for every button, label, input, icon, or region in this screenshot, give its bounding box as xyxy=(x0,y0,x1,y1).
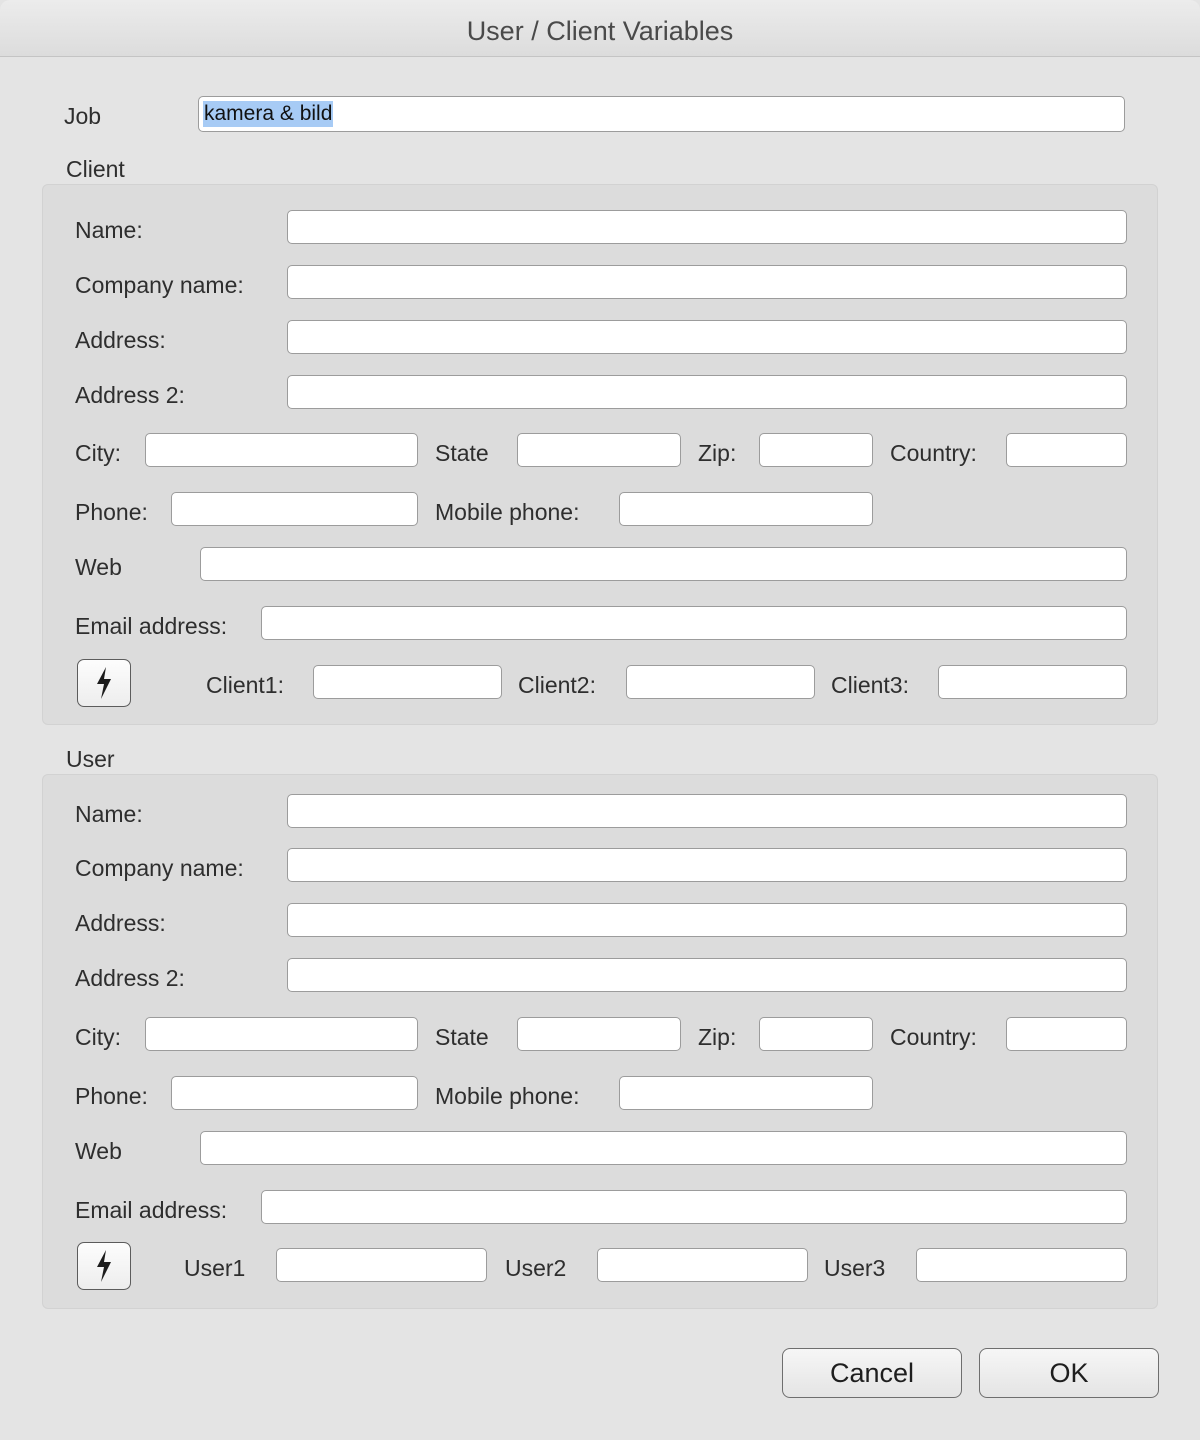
user-company-input[interactable] xyxy=(287,848,1127,882)
client-company-label: Company name: xyxy=(75,272,244,298)
user-mobile-label: Mobile phone: xyxy=(435,1083,580,1109)
client-email-input[interactable] xyxy=(261,606,1127,640)
client-section-label: Client xyxy=(66,156,125,182)
cancel-button[interactable]: Cancel xyxy=(782,1348,962,1398)
client-variables-button[interactable] xyxy=(77,659,131,707)
window-title: User / Client Variables xyxy=(466,16,734,46)
client-phone-label: Phone: xyxy=(75,499,148,525)
title-bar[interactable] xyxy=(0,0,1200,57)
user-city-input[interactable] xyxy=(145,1017,418,1051)
user-name-label: Name: xyxy=(75,801,143,827)
client-country-label: Country: xyxy=(890,440,977,466)
user3-label: User3 xyxy=(824,1255,886,1281)
client2-input[interactable] xyxy=(626,665,815,699)
client1-input[interactable] xyxy=(313,665,502,699)
user-web-input[interactable] xyxy=(200,1131,1127,1165)
user-email-input[interactable] xyxy=(261,1190,1127,1224)
user1-label: User1 xyxy=(184,1255,246,1281)
client-state-input[interactable] xyxy=(517,433,681,467)
client-email-label: Email address: xyxy=(75,613,228,639)
user-country-input[interactable] xyxy=(1006,1017,1127,1051)
client-company-input[interactable] xyxy=(287,265,1127,299)
user-city-label: City: xyxy=(75,1024,121,1050)
client-state-label: State xyxy=(435,440,489,466)
user-address2-label: Address 2: xyxy=(75,965,185,991)
client1-label: Client1: xyxy=(206,672,284,698)
user-company-label: Company name: xyxy=(75,855,244,881)
user-phone-input[interactable] xyxy=(171,1076,418,1110)
client-city-label: City: xyxy=(75,440,121,466)
user-address2-input[interactable] xyxy=(287,958,1127,992)
client-mobile-input[interactable] xyxy=(619,492,873,526)
user2-input[interactable] xyxy=(597,1248,808,1282)
client-phone-input[interactable] xyxy=(171,492,418,526)
user-web-label: Web xyxy=(75,1138,122,1164)
client-web-input[interactable] xyxy=(200,547,1127,581)
user3-input[interactable] xyxy=(916,1248,1127,1282)
user-mobile-input[interactable] xyxy=(619,1076,873,1110)
client2-label: Client2: xyxy=(518,672,596,698)
user-state-label: State xyxy=(435,1024,489,1050)
client3-label: Client3: xyxy=(831,672,909,698)
user-address-input[interactable] xyxy=(287,903,1127,937)
user-name-input[interactable] xyxy=(287,794,1127,828)
user-address-label: Address: xyxy=(75,910,166,936)
user2-label: User2 xyxy=(505,1255,567,1281)
user-variables-button[interactable] xyxy=(77,1242,131,1290)
lightning-bolt-icon xyxy=(93,1249,115,1283)
client-zip-label: Zip: xyxy=(698,440,737,466)
client-city-input[interactable] xyxy=(145,433,418,467)
client-name-label: Name: xyxy=(75,217,143,243)
client-address-input[interactable] xyxy=(287,320,1127,354)
job-label: Job xyxy=(64,103,102,129)
client-address2-label: Address 2: xyxy=(75,382,185,408)
user-section-label: User xyxy=(66,746,115,772)
user-email-label: Email address: xyxy=(75,1197,228,1223)
job-input[interactable] xyxy=(198,96,1125,132)
job-input-selected-text: kamera & bild xyxy=(204,102,333,125)
client-zip-input[interactable] xyxy=(759,433,873,467)
user-state-input[interactable] xyxy=(517,1017,681,1051)
client-address2-input[interactable] xyxy=(287,375,1127,409)
user1-input[interactable] xyxy=(276,1248,487,1282)
client-country-input[interactable] xyxy=(1006,433,1127,467)
ok-button[interactable]: OK xyxy=(979,1348,1159,1398)
user-zip-label: Zip: xyxy=(698,1024,737,1050)
client-web-label: Web xyxy=(75,554,122,580)
lightning-bolt-icon xyxy=(93,666,115,700)
client-mobile-label: Mobile phone: xyxy=(435,499,580,525)
client3-input[interactable] xyxy=(938,665,1127,699)
user-zip-input[interactable] xyxy=(759,1017,873,1051)
user-phone-label: Phone: xyxy=(75,1083,148,1109)
user-country-label: Country: xyxy=(890,1024,977,1050)
client-address-label: Address: xyxy=(75,327,166,353)
client-name-input[interactable] xyxy=(287,210,1127,244)
